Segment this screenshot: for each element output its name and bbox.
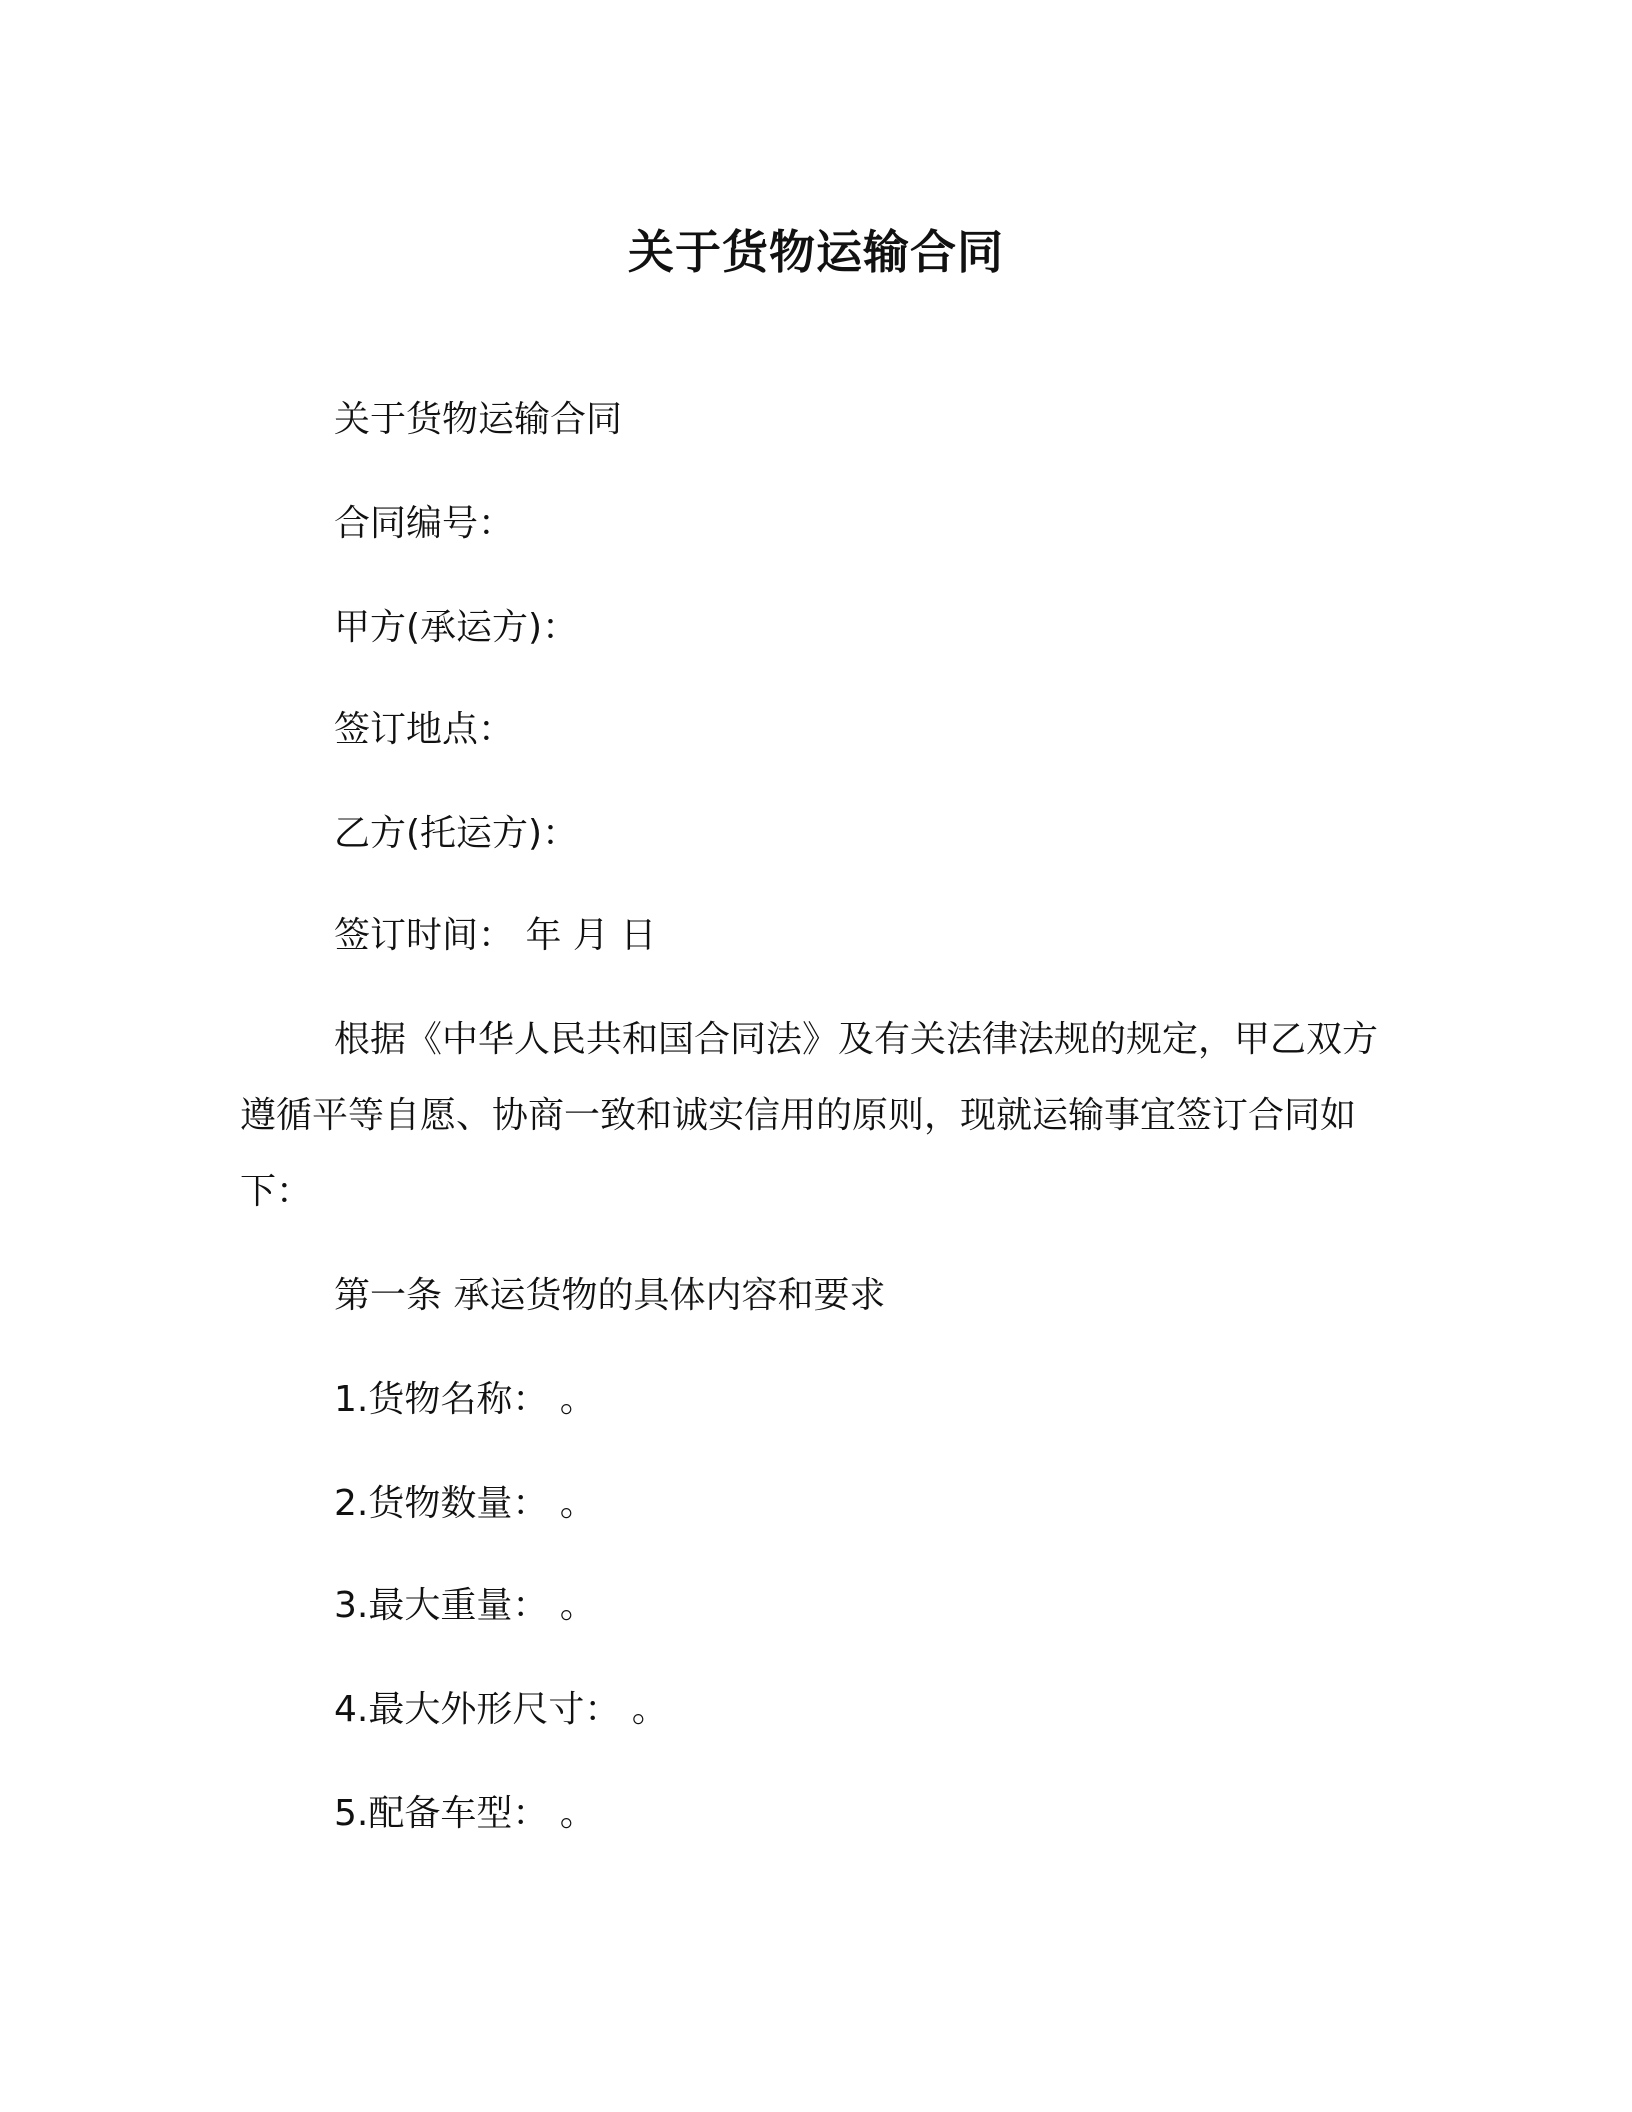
party-b-line: 乙方(托运方)： <box>334 813 579 854</box>
article-1-heading: 第一条 承运货物的具体内容和要求 <box>334 1275 886 1316</box>
article-1-item: 4.最大外形尺寸： 。 <box>334 1689 668 1730</box>
signing-time-line: 签订时间： 年 月 日 <box>334 915 657 956</box>
contract-number-line: 合同编号： <box>334 503 515 544</box>
contract-name-line: 关于货物运输合同 <box>334 399 623 440</box>
preamble-paragraph: 根据《中华人民共和国合同法》及有关法律法规的规定，甲乙双方遵循平等自愿、协商一致和诚实信用的原则，现就运输事宜签订合同如下： <box>240 1019 1379 1212</box>
article-1-item: 3.最大重量： 。 <box>334 1585 596 1626</box>
article-1-item: 2.货物数量： 。 <box>334 1483 596 1524</box>
document-title: 关于货物运输合同 <box>628 225 1004 279</box>
article-1-item: 5.配备车型： 。 <box>334 1793 596 1834</box>
article-1-item: 1.货物名称： 。 <box>334 1379 596 1420</box>
signing-place-line: 签订地点： <box>334 709 515 750</box>
party-a-line: 甲方(承运方)： <box>334 607 579 648</box>
